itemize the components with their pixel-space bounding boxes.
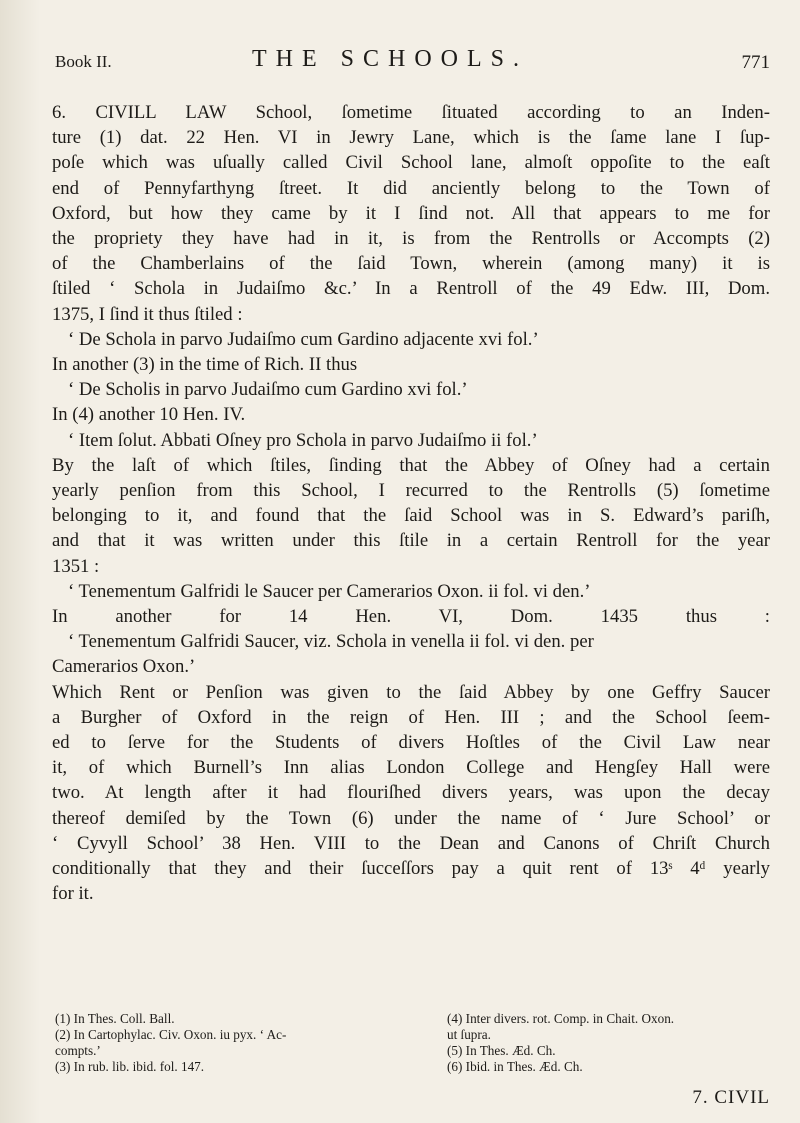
- footnote: (3) In rub. lib. ibid. fol. 147.: [55, 1059, 205, 1074]
- text-line: ‘ Tenementum Galfridi Saucer, viz. Schola in venella ii fol. vi den. per: [68, 631, 594, 653]
- text-line: poſe which was uſually called Civil School lane, almoſt oppoſite to the eaſt: [52, 152, 770, 174]
- text-line: ‘ Cyvyll School’ 38 Hen. VIII to the Dean and Canons of Chriſt Church: [52, 832, 770, 854]
- catchword: 7. CIVIL: [692, 1087, 770, 1108]
- text-line: 1351 :: [52, 555, 100, 577]
- text-line: Oxford, but how they came by it I ſind not. All that appears to me for: [52, 202, 770, 224]
- text-line: ed to ſerve for the Students of divers Hoſtles of the Civil Law near: [52, 732, 770, 754]
- book-label: Book II.: [55, 52, 112, 71]
- text-line: Camerarios Oxon.’: [52, 656, 196, 678]
- footnote: (1) In Thes. Coll. Ball.: [55, 1011, 175, 1026]
- text-line: ‘ Item ſolut. Abbati Oſney pro Schola in parvo Judaiſmo ii fol.’: [68, 429, 538, 451]
- text-line: In (4) another 10 Hen. IV.: [52, 404, 246, 426]
- text-line: a Burgher of Oxford in the reign of Hen. III ; and the School ſeem-: [52, 706, 770, 728]
- binding-gutter: [0, 0, 40, 1123]
- text-line: of the Chamberlains of the ſaid Town, wherein (among many) it is: [52, 253, 770, 275]
- footnotes-left-column: [55, 1011, 400, 1075]
- text-line: 1375, I ſind it thus ſtiled :: [52, 303, 243, 325]
- text-line: two. At length after it had flouriſhed divers years, was upon the decay: [52, 782, 770, 804]
- footnote: (6) Ibid. in Thes. Æd. Ch.: [447, 1059, 583, 1074]
- text-line: thereof demiſed by the Town (6) under the name of ‘ Jure School’ or: [52, 807, 770, 829]
- text-line: ſtiled ‘ Schola in Judaiſmo &c.’ In a Rentroll of the 49 Edw. III, Dom.: [52, 278, 770, 300]
- text-line: ‘ De Scholis in parvo Judaiſmo cum Gardino xvi fol.’: [68, 379, 468, 401]
- footnote: (5) In Thes. Æd. Ch.: [447, 1043, 556, 1058]
- text-line: yearly penſion from this School, I recurred to the Rentrolls (5) ſometime: [52, 480, 770, 502]
- footnote: (2) In Cartophylac. Civ. Oxon. iu pyx. ‘ Ac-: [55, 1027, 287, 1042]
- text-line: In another for 14 Hen. VI, Dom. 1435 thus :: [52, 606, 770, 628]
- footnotes-right-column: [447, 1011, 777, 1075]
- text-line: for it.: [52, 883, 94, 905]
- footnote: ut ſupra.: [447, 1027, 491, 1042]
- main-text: [52, 100, 770, 907]
- footnote: compts.’: [55, 1043, 101, 1058]
- text-line: it, of which Burnell’s Inn alias London College and Hengſey Hall were: [52, 757, 770, 779]
- running-title: THE SCHOOLS.: [252, 46, 529, 72]
- text-line: belonging to it, and found that the ſaid School was in S. Edward’s pariſh,: [52, 505, 770, 527]
- text-line: By the laſt of which ſtiles, ſinding that the Abbey of Oſney had a certain: [52, 454, 770, 476]
- text-line: end of Pennyfarthyng ſtreet. It did anciently belong to the Town of: [52, 177, 770, 199]
- text-line: the propriety they have had in it, is from the Rentrolls or Accompts (2): [52, 228, 770, 250]
- footnote: (4) Inter divers. rot. Comp. in Chait. Oxon.: [447, 1011, 675, 1026]
- text-line: ‘ Tenementum Galfridi le Saucer per Camerarios Oxon. ii fol. vi den.’: [68, 580, 591, 602]
- page-number: 771: [741, 52, 770, 73]
- text-line: Which Rent or Penſion was given to the ſaid Abbey by one Geffry Saucer: [52, 681, 770, 703]
- text-line: ture (1) dat. 22 Hen. VI in Jewry Lane, which is the ſame lane I ſup-: [52, 127, 770, 149]
- text-line: and that it was written under this ſtile in a certain Rentroll for the year: [52, 530, 770, 552]
- text-line: In another (3) in the time of Rich. II thus: [52, 354, 358, 376]
- text-line: conditionally that they and their ſucceſſors pay a quit rent of 13ˢ 4ᵈ yearly: [52, 858, 770, 880]
- text-line: 6. CIVILL LAW School, ſometime ſituated according to an Inden-: [52, 102, 770, 123]
- text-line: ‘ De Schola in parvo Judaiſmo cum Gardino adjacente xvi fol.’: [68, 328, 539, 350]
- running-header: [55, 44, 770, 84]
